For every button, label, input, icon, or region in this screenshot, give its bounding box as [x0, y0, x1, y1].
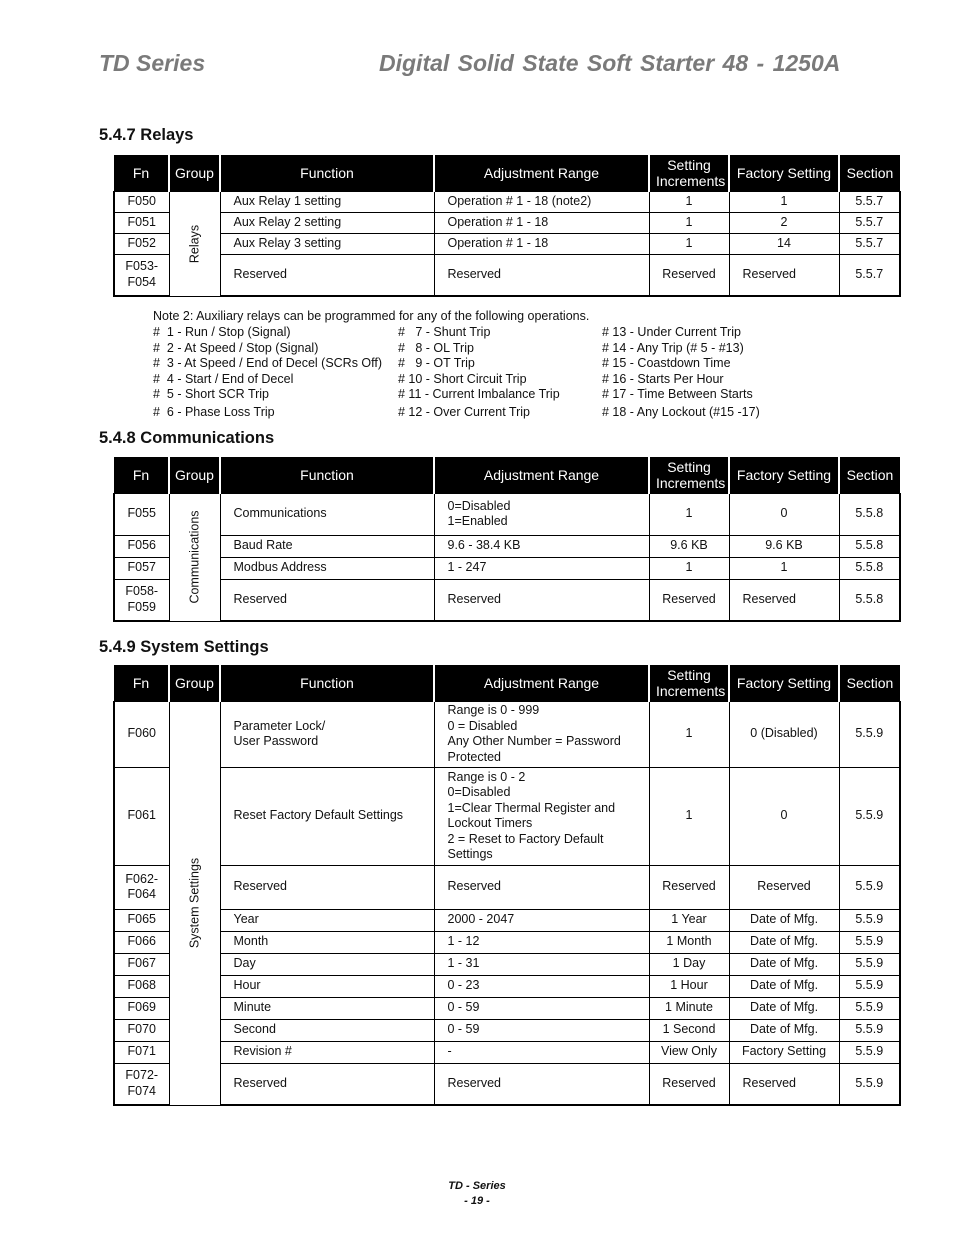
cell-function: Communications	[220, 493, 434, 535]
cell-range: 1 - 247	[434, 557, 649, 579]
group-cell	[169, 701, 220, 1105]
cell-section: 5.5.9	[839, 975, 900, 997]
column-header-range: Adjustment Range	[434, 457, 649, 493]
cell-increments: 1	[649, 233, 729, 254]
cell-fn: F067	[114, 953, 169, 975]
cell-function: Reserved	[220, 1063, 434, 1105]
section-title-relays: 5.4.7 Relays	[99, 126, 194, 144]
cell-section: 5.5.7	[839, 254, 900, 296]
note-operation-item: # 2 - At Speed / Stop (Signal)	[153, 340, 319, 355]
section-title-communications: 5.4.8 Communications	[99, 429, 275, 447]
cell-function: Reserved	[220, 865, 434, 909]
header-product-title: Digital Solid State Soft Starter 48 - 1250A	[379, 50, 841, 76]
note-operation-item: # 16 - Starts Per Hour	[602, 371, 724, 386]
table-row	[114, 493, 900, 535]
cell-section: 5.5.7	[839, 233, 900, 254]
cell-increments: Reserved	[649, 254, 729, 296]
cell-function: Second	[220, 1019, 434, 1041]
cell-range: 0 - 59	[434, 997, 649, 1019]
note-operation-item: # 7 - Shunt Trip	[398, 325, 491, 339]
cell-fn: F071	[114, 1041, 169, 1063]
cell-increments: 1 Minute	[649, 997, 729, 1019]
cell-fn: F058- F059	[114, 579, 169, 621]
table-row	[114, 1041, 900, 1063]
cell-increments: Reserved	[649, 579, 729, 621]
table-row	[114, 1063, 900, 1105]
cell-fn: F060	[114, 701, 169, 767]
cell-fn: F056	[114, 535, 169, 557]
cell-fn: F057	[114, 557, 169, 579]
cell-fn: F050	[114, 191, 169, 212]
column-header-group: Group	[169, 155, 220, 191]
cell-fn: F065	[114, 909, 169, 931]
cell-range: Range is 0 - 999 0 = Disabled Any Other Number = Password Protected	[434, 701, 649, 767]
cell-fn: F072- F074	[114, 1063, 169, 1105]
cell-section: 5.5.9	[839, 997, 900, 1019]
cell-increments: 1 Year	[649, 909, 729, 931]
group-label: Relays	[186, 224, 201, 263]
cell-increments: View Only	[649, 1041, 729, 1063]
cell-section: 5.5.9	[839, 1063, 900, 1105]
cell-range: Reserved	[434, 579, 649, 621]
cell-factory: Date of Mfg.	[729, 1019, 839, 1041]
table-row	[114, 931, 900, 953]
page-header	[99, 50, 859, 82]
cell-section: 5.5.9	[839, 953, 900, 975]
column-header-fn: Fn	[114, 665, 169, 701]
cell-factory: 1	[729, 191, 839, 212]
cell-function: Revision #	[220, 1041, 434, 1063]
table-row	[114, 701, 900, 767]
cell-factory: 0 (Disabled)	[729, 701, 839, 767]
cell-function: Reset Factory Default Settings	[220, 767, 434, 865]
cell-increments: 1 Day	[649, 953, 729, 975]
cell-factory: 0	[729, 493, 839, 535]
system-settings-table	[113, 665, 901, 1106]
cell-fn: F051	[114, 212, 169, 233]
cell-factory: Date of Mfg.	[729, 997, 839, 1019]
cell-increments: 1 Hour	[649, 975, 729, 997]
cell-factory: Reserved	[729, 254, 839, 296]
cell-range: 2000 - 2047	[434, 909, 649, 931]
cell-range: 9.6 - 38.4 KB	[434, 535, 649, 557]
table-row	[114, 233, 900, 254]
cell-section: 5.5.9	[839, 1019, 900, 1041]
column-header-increments: Setting Increments	[649, 457, 729, 493]
group-label: Communications	[186, 510, 201, 604]
cell-section: 5.5.7	[839, 212, 900, 233]
cell-range: 1 - 12	[434, 931, 649, 953]
cell-increments: 1	[649, 493, 729, 535]
cell-function: Year	[220, 909, 434, 931]
cell-fn: F062- F064	[114, 865, 169, 909]
header-series: TD Series	[99, 50, 206, 76]
cell-range: 0 - 59	[434, 1019, 649, 1041]
cell-increments: 1	[649, 767, 729, 865]
column-header-fn: Fn	[114, 155, 169, 191]
column-header-range: Adjustment Range	[434, 665, 649, 701]
column-header-function: Function	[220, 155, 434, 191]
cell-section: 5.5.8	[839, 493, 900, 535]
cell-factory: 1	[729, 557, 839, 579]
column-header-increments: Setting Increments	[649, 155, 729, 191]
note-heading: Note 2: Auxiliary relays can be programmed for any of the following operations.	[153, 309, 590, 323]
table-row	[114, 212, 900, 233]
note-operation-item: # 10 - Short Circuit Trip	[398, 371, 527, 386]
cell-fn: F069	[114, 997, 169, 1019]
note-operation-item: # 8 - OL Trip	[398, 340, 474, 355]
column-header-increments: Setting Increments	[649, 665, 729, 701]
cell-fn: F061	[114, 767, 169, 865]
cell-range: -	[434, 1041, 649, 1063]
note-operation-item: # 9 - OT Trip	[398, 356, 475, 370]
footer-page-number: - 19 -	[464, 1195, 490, 1207]
cell-section: 5.5.7	[839, 191, 900, 212]
cell-range: Range is 0 - 2 0=Disabled 1=Clear Thermal Register and Lockout Timers 2 = Reset to Factory Default Settings	[434, 767, 649, 865]
table-row	[114, 997, 900, 1019]
cell-function: Minute	[220, 997, 434, 1019]
cell-factory: 2	[729, 212, 839, 233]
cell-increments: Reserved	[649, 865, 729, 909]
note-operation-item: # 18 - Any Lockout (#15 -17)	[602, 405, 760, 419]
table-row	[114, 557, 900, 579]
table-row	[114, 975, 900, 997]
column-header-factory: Factory Setting	[729, 155, 839, 191]
note-operation-item: # 15 - Coastdown Time	[602, 356, 731, 370]
note-operation-item: # 6 - Phase Loss Trip	[153, 405, 275, 419]
column-header-section: Section	[839, 665, 900, 701]
note-2	[153, 309, 913, 421]
column-header-factory: Factory Setting	[729, 457, 839, 493]
cell-function: Reserved	[220, 254, 434, 296]
column-header-function: Function	[220, 665, 434, 701]
relays-table	[113, 155, 901, 297]
cell-section: 5.5.9	[839, 931, 900, 953]
cell-increments: Reserved	[649, 1063, 729, 1105]
cell-function: Reserved	[220, 579, 434, 621]
cell-increments: 1	[649, 191, 729, 212]
table-row	[114, 909, 900, 931]
cell-function: Aux Relay 2 setting	[220, 212, 434, 233]
table-row	[114, 254, 900, 296]
cell-function: Parameter Lock/ User Password	[220, 701, 434, 767]
cell-increments: 1 Second	[649, 1019, 729, 1041]
cell-increments: 1	[649, 212, 729, 233]
cell-increments: 1	[649, 701, 729, 767]
cell-fn: F068	[114, 975, 169, 997]
column-header-range: Adjustment Range	[434, 155, 649, 191]
table-row	[114, 1019, 900, 1041]
cell-range: Reserved	[434, 865, 649, 909]
note-operation-item: # 5 - Short SCR Trip	[153, 387, 270, 401]
table-row	[114, 953, 900, 975]
cell-function: Hour	[220, 975, 434, 997]
cell-function: Aux Relay 1 setting	[220, 191, 434, 212]
cell-section: 5.5.9	[839, 865, 900, 909]
group-cell	[169, 493, 220, 621]
cell-section: 5.5.8	[839, 535, 900, 557]
group-label: System Settings	[186, 857, 201, 949]
cell-increments: 1 Month	[649, 931, 729, 953]
cell-factory: Date of Mfg.	[729, 931, 839, 953]
cell-section: 5.5.9	[839, 1041, 900, 1063]
cell-function: Baud Rate	[220, 535, 434, 557]
cell-factory: 0	[729, 767, 839, 865]
cell-factory: Date of Mfg.	[729, 975, 839, 997]
cell-section: 5.5.9	[839, 767, 900, 865]
cell-range: Operation # 1 - 18	[434, 233, 649, 254]
cell-factory: Date of Mfg.	[729, 953, 839, 975]
table-row	[114, 191, 900, 212]
group-cell	[169, 191, 220, 296]
cell-fn: F066	[114, 931, 169, 953]
note-operation-item: # 17 - Time Between Starts	[602, 387, 753, 401]
footer-series: TD - Series	[448, 1180, 506, 1192]
cell-function: Aux Relay 3 setting	[220, 233, 434, 254]
column-header-section: Section	[839, 155, 900, 191]
table-row	[114, 579, 900, 621]
table-row	[114, 865, 900, 909]
column-header-factory: Factory Setting	[729, 665, 839, 701]
cell-section: 5.5.8	[839, 557, 900, 579]
note-operation-item: # 4 - Start / End of Decel	[153, 371, 294, 386]
column-header-function: Function	[220, 457, 434, 493]
cell-factory: Reserved	[729, 1063, 839, 1105]
cell-range: Operation # 1 - 18 (note2)	[434, 191, 649, 212]
cell-range: 1 - 31	[434, 953, 649, 975]
cell-function: Day	[220, 953, 434, 975]
cell-factory: Date of Mfg.	[729, 909, 839, 931]
cell-range: Reserved	[434, 254, 649, 296]
table-row	[114, 535, 900, 557]
cell-range: Reserved	[434, 1063, 649, 1105]
cell-function: Month	[220, 931, 434, 953]
cell-range: Operation # 1 - 18	[434, 212, 649, 233]
column-header-group: Group	[169, 665, 220, 701]
note-operation-item: # 1 - Run / Stop (Signal)	[153, 325, 291, 339]
cell-fn: F052	[114, 233, 169, 254]
column-header-section: Section	[839, 457, 900, 493]
communications-table	[113, 457, 901, 622]
cell-fn: F053- F054	[114, 254, 169, 296]
cell-factory: 14	[729, 233, 839, 254]
cell-factory: Reserved	[729, 579, 839, 621]
note-operation-item: # 14 - Any Trip (# 5 - #13)	[602, 340, 744, 355]
cell-increments: 1	[649, 557, 729, 579]
cell-function: Modbus Address	[220, 557, 434, 579]
table-row	[114, 767, 900, 865]
column-header-fn: Fn	[114, 457, 169, 493]
cell-fn: F055	[114, 493, 169, 535]
note-operation-item: # 13 - Under Current Trip	[602, 325, 741, 339]
cell-factory: 9.6 KB	[729, 535, 839, 557]
cell-section: 5.5.9	[839, 701, 900, 767]
cell-range: 0=Disabled 1=Enabled	[434, 493, 649, 535]
cell-factory: Factory Setting	[729, 1041, 839, 1063]
cell-increments: 9.6 KB	[649, 535, 729, 557]
note-operation-item: # 12 - Over Current Trip	[398, 405, 530, 419]
cell-fn: F070	[114, 1019, 169, 1041]
note-operation-item: # 3 - At Speed / End of Decel (SCRs Off)	[153, 356, 383, 370]
section-title-system-settings: 5.4.9 System Settings	[99, 638, 269, 656]
cell-section: 5.5.8	[839, 579, 900, 621]
note-operation-item: # 11 - Current Imbalance Trip	[398, 387, 560, 401]
cell-range: 0 - 23	[434, 975, 649, 997]
cell-section: 5.5.9	[839, 909, 900, 931]
cell-factory: Reserved	[729, 865, 839, 909]
column-header-group: Group	[169, 457, 220, 493]
